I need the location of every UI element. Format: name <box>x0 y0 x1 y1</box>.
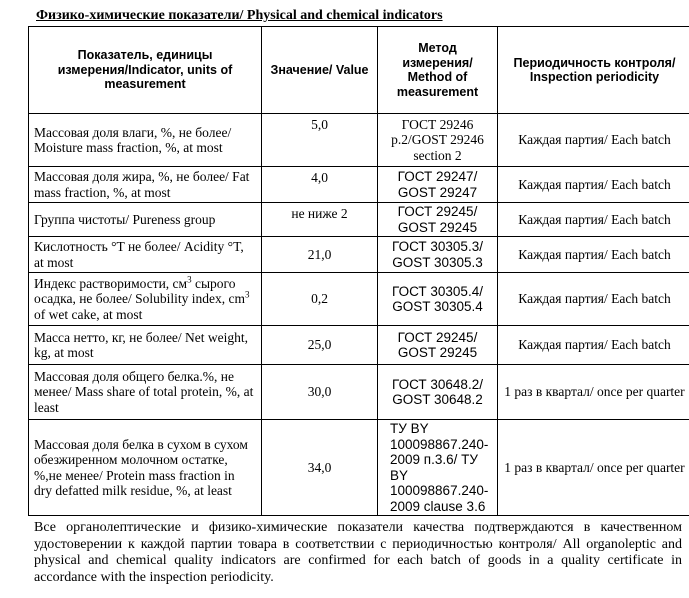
indicator-cell: Масса нетто, кг, не более/ Net weight, kg, at most <box>29 326 262 365</box>
indicator-text: сырого осадка, не более/ Solubility index, cm <box>34 275 245 307</box>
indicator-cell: Кислотность °T не более/ Acidity °T, at most <box>29 237 262 273</box>
periodicity-cell: 1 раз в квартал/ once per quarter <box>498 420 689 516</box>
value-cell: не ниже 2 <box>262 203 378 237</box>
value-cell: 0,2 <box>262 273 378 326</box>
table-row <box>29 273 689 326</box>
indicator-cell: Массовая доля общего белка.%, не менее/ Mass share of total protein, %, at least <box>29 365 262 420</box>
indicators-table <box>28 26 689 516</box>
periodicity-cell: Каждая партия/ Each batch <box>498 237 689 273</box>
method-cell: ТУ BY 100098867.240-2009 п.3.6/ ТУ BY 100098867.240-2009 clause 3.6 <box>378 420 498 516</box>
footer-note: Все органолептические и физико-химические показатели качества подтверждаются в качественном удостоверении к каждой партии товара в соответствии с периодичностью контроля/ All organoleptic and physical and chemical quality indicators are confirmed for each batch of goods in a quality certificate in accordance with the inspection periodicity. <box>34 520 682 585</box>
column-header-value: Значение/ Value <box>262 27 378 114</box>
method-cell: ГОСТ 29245/ GOST 29245 <box>378 203 498 237</box>
periodicity-cell: Каждая партия/ Each batch <box>498 273 689 326</box>
value-cell: 5,0 <box>262 114 378 167</box>
table-row <box>29 365 689 420</box>
value-cell: 30,0 <box>262 365 378 420</box>
value-cell: 4,0 <box>262 167 378 203</box>
section-heading: Физико-химические показатели/ Physical and chemical indicators <box>36 8 443 23</box>
periodicity-cell: 1 раз в квартал/ once per quarter <box>498 365 689 420</box>
table-row <box>29 420 689 516</box>
value-cell: 34,0 <box>262 420 378 516</box>
indicator-cell <box>29 273 262 326</box>
indicator-text: Индекс растворимости, см <box>34 275 188 291</box>
superscript: 3 <box>244 289 250 300</box>
column-header-method: Метод измерения/ Method of measurement <box>378 27 498 114</box>
indicator-cell: Массовая доля жира, %, не более/ Fat mass fraction, %, at most <box>29 167 262 203</box>
method-cell: ГОСТ 29247/ GOST 29247 <box>378 167 498 203</box>
value-cell: 25,0 <box>262 326 378 365</box>
table-row <box>29 237 689 273</box>
column-header-indicator: Показатель, единицы измерения/Indicator, units of measurement <box>29 27 262 114</box>
method-cell: ГОСТ 30648.2/ GOST 30648.2 <box>378 365 498 420</box>
indicator-cell: Группа чистоты/ Pureness group <box>29 203 262 237</box>
indicator-text: of wet cake, at most <box>34 306 143 322</box>
periodicity-cell: Каждая партия/ Each batch <box>498 326 689 365</box>
value-cell: 21,0 <box>262 237 378 273</box>
table-row <box>29 203 689 237</box>
periodicity-cell: Каждая партия/ Each batch <box>498 114 689 167</box>
table-row <box>29 167 689 203</box>
column-header-periodicity: Периодичность контроля/ Inspection periodicity <box>498 27 689 114</box>
indicator-cell: Массовая доля влаги, %, не более/ Moisture mass fraction, %, at most <box>29 114 262 167</box>
periodicity-cell: Каждая партия/ Each batch <box>498 167 689 203</box>
superscript: 3 <box>187 274 192 285</box>
table-row <box>29 114 689 167</box>
method-cell: ГОСТ 29246 p.2/GOST 29246 section 2 <box>378 114 498 167</box>
table-row <box>29 326 689 365</box>
indicator-cell: Массовая доля белка в сухом в сухом обезжиренном молочном остатке, %,не менее/ Protein mass fraction in dry defatted milk residue, %, at least <box>29 420 262 516</box>
method-cell: ГОСТ 29245/ GOST 29245 <box>378 326 498 365</box>
periodicity-cell: Каждая партия/ Each batch <box>498 203 689 237</box>
table-header-row <box>29 27 689 114</box>
method-cell: ГОСТ 30305.3/ GOST 30305.3 <box>378 237 498 273</box>
method-cell: ГОСТ 30305.4/ GOST 30305.4 <box>378 273 498 326</box>
